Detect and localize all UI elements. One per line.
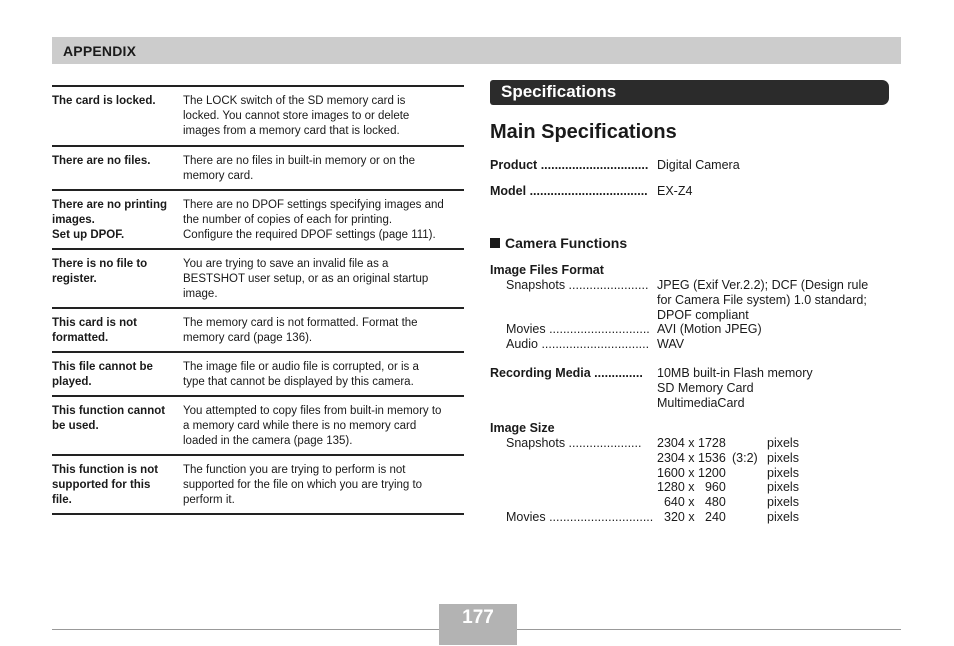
page-title: Main Specifications <box>490 121 677 143</box>
square-bullet-icon <box>490 238 500 248</box>
size-dims: 2304 x 1728 <box>657 436 726 450</box>
table-row <box>52 353 464 397</box>
movie-size-dims: 320 x 240 <box>664 510 726 524</box>
message-description: The function you are trying to perform is not supported for the file on which you are trying to perform it. <box>183 464 423 506</box>
size-unit: pixels <box>767 436 799 450</box>
snapshots-format-label: Snapshots ....................... <box>506 278 649 292</box>
specifications-section-title: Specifications <box>501 82 617 101</box>
size-unit: pixels <box>767 480 799 494</box>
message-condition: The card is locked. <box>52 95 156 107</box>
size-dims: 2304 x 1536 <box>657 451 726 465</box>
table-row <box>52 250 464 309</box>
specifications-section-banner <box>490 80 889 105</box>
size-dims: 1280 x 960 <box>657 480 726 494</box>
table-row <box>52 191 464 250</box>
size-note: (3:2) <box>732 451 758 465</box>
image-size-heading: Image Size <box>490 421 555 435</box>
audio-format-label: Audio ............................... <box>506 337 650 351</box>
movies-format-value: AVI (Motion JPEG) <box>657 322 762 336</box>
camera-functions-label: Camera Functions <box>505 235 628 251</box>
product-value: Digital Camera <box>657 158 740 172</box>
size-unit: pixels <box>767 451 799 465</box>
snapshots-format-value: JPEG (Exif Ver.2.2); DCF (Design rule for Camera File system) 1.0 standard; DPOF compliant <box>657 278 869 322</box>
movies-size-label: Movies .............................. <box>506 510 654 524</box>
movies-format-label: Movies ............................. <box>506 322 650 336</box>
image-files-format-heading: Image Files Format <box>490 263 604 277</box>
message-table <box>52 85 464 515</box>
message-condition: There are no printing images. Set up DPOF. <box>52 199 168 241</box>
table-row <box>52 147 464 191</box>
message-description: The LOCK switch of the SD memory card is locked. You cannot store images to or delete images from a memory card that is locked. <box>183 95 410 137</box>
size-unit: pixels <box>767 495 799 509</box>
table-row <box>52 309 464 353</box>
message-description: You attempted to copy files from built-in memory to a memory card while there is no memory card loaded in the camera (page 135). <box>183 405 442 447</box>
camera-functions-heading <box>490 235 627 251</box>
size-unit: pixels <box>767 466 799 480</box>
model-value: EX-Z4 <box>657 184 693 198</box>
message-condition: This card is not formatted. <box>52 317 137 344</box>
size-dims: 640 x 480 <box>657 495 726 509</box>
snapshots-size-label: Snapshots ..................... <box>506 436 642 450</box>
message-condition: This file cannot be played. <box>52 361 153 388</box>
message-description: You are trying to save an invalid file as a BESTSHOT user setup, or as an original startup image. <box>183 258 429 300</box>
recording-media-value: 10MB built-in Flash memory SD Memory Card MultimediaCard <box>657 366 813 410</box>
size-dims: 1600 x 1200 <box>657 466 726 480</box>
table-row <box>52 397 464 456</box>
model-label: Model .................................. <box>490 184 648 198</box>
product-label: Product ............................... <box>490 158 649 172</box>
page-number-box <box>439 604 517 645</box>
page-number: 177 <box>462 607 494 628</box>
message-condition: This function cannot be used. <box>52 405 166 432</box>
message-condition: There are no files. <box>52 155 151 167</box>
message-condition: This function is not supported for this file. <box>52 464 159 506</box>
recording-media-label: Recording Media .............. <box>490 366 643 380</box>
table-row <box>52 87 464 147</box>
audio-format-value: WAV <box>657 337 685 351</box>
section-header-label: APPENDIX <box>63 43 137 59</box>
message-condition: There is no file to register. <box>52 258 148 285</box>
movie-size-unit: pixels <box>767 510 799 524</box>
message-description: The memory card is not formatted. Format the memory card (page 136). <box>183 317 418 344</box>
message-description: There are no DPOF settings specifying images and the number of copies of each for printing. Configure the required DPOF settings (page 111). <box>183 199 444 241</box>
table-row <box>52 456 464 515</box>
section-header <box>52 37 901 64</box>
message-description: The image file or audio file is corrupted, or is a type that cannot be displayed by this camera. <box>183 361 419 388</box>
message-description: There are no files in built-in memory or on the memory card. <box>183 155 416 182</box>
